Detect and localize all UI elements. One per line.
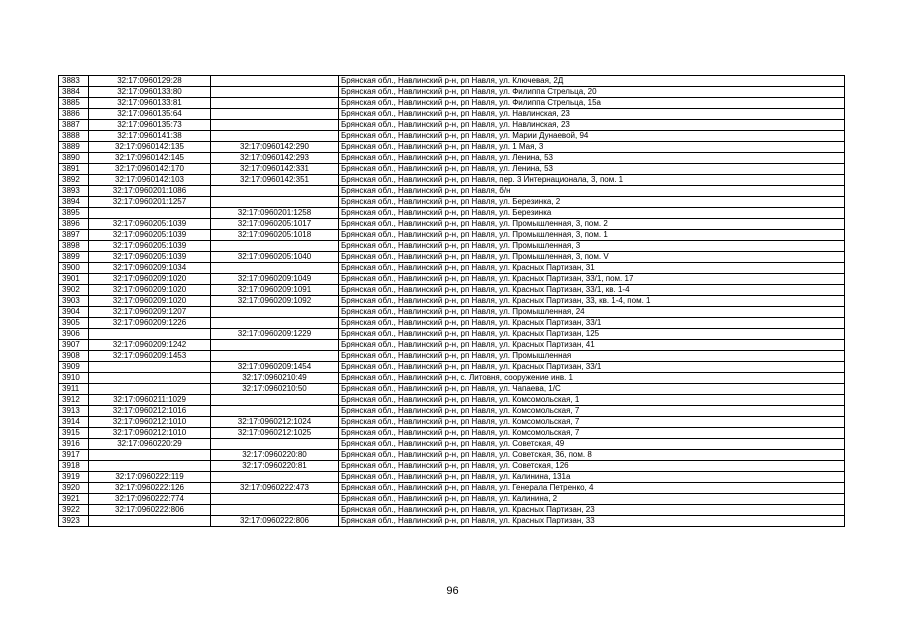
table-row bbox=[59, 340, 845, 351]
table-row bbox=[59, 208, 845, 219]
table-row bbox=[59, 461, 845, 472]
parcel-cadastral-number-cell: 32:17:0960141:38 bbox=[89, 131, 211, 142]
table-row bbox=[59, 329, 845, 340]
records-table bbox=[58, 75, 845, 527]
parcel-cadastral-number-cell: 32:17:0960209:1453 bbox=[89, 351, 211, 362]
page-number: 96 bbox=[446, 585, 459, 597]
parcel-cadastral-number-cell: 32:17:0960222:126 bbox=[89, 483, 211, 494]
table-row bbox=[59, 362, 845, 373]
building-cadastral-number-cell: 32:17:0960205:1017 bbox=[211, 219, 339, 230]
row-number-cell: 3889 bbox=[59, 142, 89, 153]
row-number-cell: 3904 bbox=[59, 307, 89, 318]
parcel-cadastral-number-cell: 32:17:0960142:135 bbox=[89, 142, 211, 153]
table-row bbox=[59, 230, 845, 241]
address-cell: Брянская обл., Навлинский р-н, рп Навля, ул. Красных Партизан, 23 bbox=[339, 505, 845, 516]
table-row bbox=[59, 296, 845, 307]
table-row bbox=[59, 494, 845, 505]
building-cadastral-number-cell: 32:17:0960212:1024 bbox=[211, 417, 339, 428]
row-number-cell: 3909 bbox=[59, 362, 89, 373]
table-row bbox=[59, 98, 845, 109]
table-row bbox=[59, 120, 845, 131]
table-row bbox=[59, 505, 845, 516]
parcel-cadastral-number-cell: 32:17:0960209:1020 bbox=[89, 274, 211, 285]
building-cadastral-number-cell bbox=[211, 241, 339, 252]
row-number-cell: 3916 bbox=[59, 439, 89, 450]
building-cadastral-number-cell bbox=[211, 76, 339, 87]
table-row bbox=[59, 307, 845, 318]
address-cell: Брянская обл., Навлинский р-н, рп Навля, ул. Красных Партизан, 33 bbox=[339, 516, 845, 527]
building-cadastral-number-cell: 32:17:0960209:1454 bbox=[211, 362, 339, 373]
table-row bbox=[59, 252, 845, 263]
parcel-cadastral-number-cell: 32:17:0960142:170 bbox=[89, 164, 211, 175]
row-number-cell: 3905 bbox=[59, 318, 89, 329]
table-row bbox=[59, 186, 845, 197]
row-number-cell: 3915 bbox=[59, 428, 89, 439]
table-row bbox=[59, 373, 845, 384]
row-number-cell: 3884 bbox=[59, 87, 89, 98]
address-cell: Брянская обл., Навлинский р-н, рп Навля, ул. Филиппа Стрельца, 20 bbox=[339, 87, 845, 98]
table-row bbox=[59, 263, 845, 274]
building-cadastral-number-cell bbox=[211, 131, 339, 142]
row-number-cell: 3894 bbox=[59, 197, 89, 208]
parcel-cadastral-number-cell: 32:17:0960209:1020 bbox=[89, 285, 211, 296]
parcel-cadastral-number-cell: 32:17:0960201:1257 bbox=[89, 197, 211, 208]
table-row bbox=[59, 428, 845, 439]
table-row bbox=[59, 197, 845, 208]
building-cadastral-number-cell: 32:17:0960142:293 bbox=[211, 153, 339, 164]
address-cell: Брянская обл., Навлинский р-н, рп Навля, ул. Советская, 49 bbox=[339, 439, 845, 450]
address-cell: Брянская обл., Навлинский р-н, рп Навля, б/н bbox=[339, 186, 845, 197]
row-number-cell: 3901 bbox=[59, 274, 89, 285]
row-number-cell: 3913 bbox=[59, 406, 89, 417]
table-row bbox=[59, 439, 845, 450]
building-cadastral-number-cell bbox=[211, 505, 339, 516]
row-number-cell: 3918 bbox=[59, 461, 89, 472]
building-cadastral-number-cell bbox=[211, 87, 339, 98]
building-cadastral-number-cell bbox=[211, 395, 339, 406]
parcel-cadastral-number-cell bbox=[89, 362, 211, 373]
row-number-cell: 3914 bbox=[59, 417, 89, 428]
row-number-cell: 3885 bbox=[59, 98, 89, 109]
address-cell: Брянская обл., Навлинский р-н, рп Навля, ул. 1 Мая, 3 bbox=[339, 142, 845, 153]
parcel-cadastral-number-cell: 32:17:0960209:1034 bbox=[89, 263, 211, 274]
row-number-cell: 3903 bbox=[59, 296, 89, 307]
parcel-cadastral-number-cell: 32:17:0960205:1039 bbox=[89, 252, 211, 263]
building-cadastral-number-cell bbox=[211, 318, 339, 329]
row-number-cell: 3900 bbox=[59, 263, 89, 274]
table-row bbox=[59, 241, 845, 252]
row-number-cell: 3891 bbox=[59, 164, 89, 175]
table-row bbox=[59, 142, 845, 153]
parcel-cadastral-number-cell: 32:17:0960209:1207 bbox=[89, 307, 211, 318]
building-cadastral-number-cell bbox=[211, 98, 339, 109]
row-number-cell: 3912 bbox=[59, 395, 89, 406]
table-row bbox=[59, 351, 845, 362]
parcel-cadastral-number-cell: 32:17:0960211:1029 bbox=[89, 395, 211, 406]
building-cadastral-number-cell bbox=[211, 197, 339, 208]
parcel-cadastral-number-cell: 32:17:0960201:1086 bbox=[89, 186, 211, 197]
building-cadastral-number-cell: 32:17:0960212:1025 bbox=[211, 428, 339, 439]
building-cadastral-number-cell bbox=[211, 406, 339, 417]
parcel-cadastral-number-cell: 32:17:0960212:1010 bbox=[89, 417, 211, 428]
address-cell: Брянская обл., Навлинский р-н, рп Навля, ул. Филиппа Стрельца, 15а bbox=[339, 98, 845, 109]
table-row bbox=[59, 406, 845, 417]
row-number-cell: 3883 bbox=[59, 76, 89, 87]
address-cell: Брянская обл., Навлинский р-н, рп Навля, ул. Марии Дунаевой, 94 bbox=[339, 131, 845, 142]
row-number-cell: 3888 bbox=[59, 131, 89, 142]
row-number-cell: 3896 bbox=[59, 219, 89, 230]
row-number-cell: 3897 bbox=[59, 230, 89, 241]
parcel-cadastral-number-cell: 32:17:0960220:29 bbox=[89, 439, 211, 450]
building-cadastral-number-cell: 32:17:0960142:290 bbox=[211, 142, 339, 153]
address-cell: Брянская обл., Навлинский р-н, рп Навля, ул. Красных Партизан, 31 bbox=[339, 263, 845, 274]
parcel-cadastral-number-cell: 32:17:0960222:119 bbox=[89, 472, 211, 483]
building-cadastral-number-cell: 32:17:0960210:50 bbox=[211, 384, 339, 395]
address-cell: Брянская обл., Навлинский р-н, рп Навля, ул. Советская, 126 bbox=[339, 461, 845, 472]
parcel-cadastral-number-cell: 32:17:0960205:1039 bbox=[89, 219, 211, 230]
address-cell: Брянская обл., Навлинский р-н, рп Навля, ул. Генерала Петренко, 4 bbox=[339, 483, 845, 494]
address-cell: Брянская обл., Навлинский р-н, рп Навля, ул. Красных Партизан, 33/1 bbox=[339, 318, 845, 329]
parcel-cadastral-number-cell: 32:17:0960209:1020 bbox=[89, 296, 211, 307]
parcel-cadastral-number-cell: 32:17:0960129:28 bbox=[89, 76, 211, 87]
building-cadastral-number-cell: 32:17:0960209:1091 bbox=[211, 285, 339, 296]
row-number-cell: 3892 bbox=[59, 175, 89, 186]
row-number-cell: 3923 bbox=[59, 516, 89, 527]
address-cell: Брянская обл., Навлинский р-н, рп Навля, ул. Красных Партизан, 33/1, кв. 1-4 bbox=[339, 285, 845, 296]
parcel-cadastral-number-cell: 32:17:0960209:1226 bbox=[89, 318, 211, 329]
row-number-cell: 3895 bbox=[59, 208, 89, 219]
parcel-cadastral-number-cell: 32:17:0960135:64 bbox=[89, 109, 211, 120]
building-cadastral-number-cell: 32:17:0960220:81 bbox=[211, 461, 339, 472]
building-cadastral-number-cell: 32:17:0960210:49 bbox=[211, 373, 339, 384]
row-number-cell: 3919 bbox=[59, 472, 89, 483]
parcel-cadastral-number-cell: 32:17:0960133:81 bbox=[89, 98, 211, 109]
building-cadastral-number-cell bbox=[211, 472, 339, 483]
building-cadastral-number-cell: 32:17:0960205:1018 bbox=[211, 230, 339, 241]
row-number-cell: 3902 bbox=[59, 285, 89, 296]
building-cadastral-number-cell bbox=[211, 186, 339, 197]
parcel-cadastral-number-cell: 32:17:0960133:80 bbox=[89, 87, 211, 98]
table-row bbox=[59, 285, 845, 296]
table-row bbox=[59, 164, 845, 175]
row-number-cell: 3893 bbox=[59, 186, 89, 197]
row-number-cell: 3898 bbox=[59, 241, 89, 252]
row-number-cell: 3911 bbox=[59, 384, 89, 395]
parcel-cadastral-number-cell: 32:17:0960142:145 bbox=[89, 153, 211, 164]
row-number-cell: 3922 bbox=[59, 505, 89, 516]
building-cadastral-number-cell: 32:17:0960209:1229 bbox=[211, 329, 339, 340]
parcel-cadastral-number-cell: 32:17:0960222:806 bbox=[89, 505, 211, 516]
table-row bbox=[59, 219, 845, 230]
building-cadastral-number-cell: 32:17:0960201:1258 bbox=[211, 208, 339, 219]
building-cadastral-number-cell bbox=[211, 439, 339, 450]
address-cell: Брянская обл., Навлинский р-н, рп Навля, ул. Промышленная, 3, пом. V bbox=[339, 252, 845, 263]
row-number-cell: 3908 bbox=[59, 351, 89, 362]
address-cell: Брянская обл., Навлинский р-н, рп Навля, ул. Промышленная bbox=[339, 351, 845, 362]
address-cell: Брянская обл., Навлинский р-н, рп Навля, ул. Навлинская, 23 bbox=[339, 109, 845, 120]
address-cell: Брянская обл., Навлинский р-н, рп Навля, ул. Красных Партизан, 33/1 bbox=[339, 362, 845, 373]
address-cell: Брянская обл., Навлинский р-н, рп Навля, ул. Промышленная, 3, пом. 1 bbox=[339, 230, 845, 241]
address-cell: Брянская обл., Навлинский р-н, рп Навля, ул. Ленина, 53 bbox=[339, 164, 845, 175]
address-cell: Брянская обл., Навлинский р-н, рп Навля, ул. Промышленная, 24 bbox=[339, 307, 845, 318]
building-cadastral-number-cell: 32:17:0960220:80 bbox=[211, 450, 339, 461]
row-number-cell: 3899 bbox=[59, 252, 89, 263]
parcel-cadastral-number-cell bbox=[89, 461, 211, 472]
parcel-cadastral-number-cell: 32:17:0960142:103 bbox=[89, 175, 211, 186]
address-cell: Брянская обл., Навлинский р-н, рп Навля, ул. Навлинская, 23 bbox=[339, 120, 845, 131]
building-cadastral-number-cell bbox=[211, 340, 339, 351]
building-cadastral-number-cell: 32:17:0960205:1040 bbox=[211, 252, 339, 263]
table-row bbox=[59, 274, 845, 285]
table-row bbox=[59, 516, 845, 527]
building-cadastral-number-cell bbox=[211, 263, 339, 274]
row-number-cell: 3886 bbox=[59, 109, 89, 120]
address-cell: Брянская обл., Навлинский р-н, с. Литовня, сооружение инв. 1 bbox=[339, 373, 845, 384]
table-row bbox=[59, 417, 845, 428]
building-cadastral-number-cell bbox=[211, 351, 339, 362]
building-cadastral-number-cell: 32:17:0960209:1092 bbox=[211, 296, 339, 307]
building-cadastral-number-cell bbox=[211, 109, 339, 120]
table-row bbox=[59, 175, 845, 186]
row-number-cell: 3887 bbox=[59, 120, 89, 131]
table-row bbox=[59, 131, 845, 142]
address-cell: Брянская обл., Навлинский р-н, рп Навля, ул. Ленина, 53 bbox=[339, 153, 845, 164]
address-cell: Брянская обл., Навлинский р-н, рп Навля, пер. 3 Интернационала, 3, пом. 1 bbox=[339, 175, 845, 186]
row-number-cell: 3910 bbox=[59, 373, 89, 384]
table-row bbox=[59, 395, 845, 406]
parcel-cadastral-number-cell: 32:17:0960205:1039 bbox=[89, 241, 211, 252]
parcel-cadastral-number-cell bbox=[89, 208, 211, 219]
table-row bbox=[59, 483, 845, 494]
building-cadastral-number-cell: 32:17:0960222:473 bbox=[211, 483, 339, 494]
address-cell: Брянская обл., Навлинский р-н, рп Навля, ул. Калинина, 131а bbox=[339, 472, 845, 483]
building-cadastral-number-cell bbox=[211, 494, 339, 505]
address-cell: Брянская обл., Навлинский р-н, рп Навля, ул. Советская, 36, пом. 8 bbox=[339, 450, 845, 461]
row-number-cell: 3917 bbox=[59, 450, 89, 461]
building-cadastral-number-cell: 32:17:0960209:1049 bbox=[211, 274, 339, 285]
table-row bbox=[59, 384, 845, 395]
table-row bbox=[59, 153, 845, 164]
building-cadastral-number-cell: 32:17:0960142:351 bbox=[211, 175, 339, 186]
table-row bbox=[59, 76, 845, 87]
building-cadastral-number-cell bbox=[211, 307, 339, 318]
building-cadastral-number-cell: 32:17:0960222:806 bbox=[211, 516, 339, 527]
parcel-cadastral-number-cell: 32:17:0960222:774 bbox=[89, 494, 211, 505]
parcel-cadastral-number-cell: 32:17:0960135:73 bbox=[89, 120, 211, 131]
parcel-cadastral-number-cell: 32:17:0960209:1242 bbox=[89, 340, 211, 351]
row-number-cell: 3907 bbox=[59, 340, 89, 351]
address-cell: Брянская обл., Навлинский р-н, рп Навля, ул. Калинина, 2 bbox=[339, 494, 845, 505]
table-row bbox=[59, 450, 845, 461]
building-cadastral-number-cell bbox=[211, 120, 339, 131]
address-cell: Брянская обл., Навлинский р-н, рп Навля, ул. Красных Партизан, 33/1, пом. 17 bbox=[339, 274, 845, 285]
table-row bbox=[59, 318, 845, 329]
address-cell: Брянская обл., Навлинский р-н, рп Навля, ул. Чапаева, 1/С bbox=[339, 384, 845, 395]
address-cell: Брянская обл., Навлинский р-н, рп Навля, ул. Ключевая, 2Д bbox=[339, 76, 845, 87]
address-cell: Брянская обл., Навлинский р-н, рп Навля, ул. Красных Партизан, 41 bbox=[339, 340, 845, 351]
row-number-cell: 3906 bbox=[59, 329, 89, 340]
address-cell: Брянская обл., Навлинский р-н, рп Навля, ул. Комсомольская, 7 bbox=[339, 428, 845, 439]
table-row bbox=[59, 472, 845, 483]
address-cell: Брянская обл., Навлинский р-н, рп Навля, ул. Промышленная, 3, пом. 2 bbox=[339, 219, 845, 230]
table-row bbox=[59, 87, 845, 98]
parcel-cadastral-number-cell: 32:17:0960212:1010 bbox=[89, 428, 211, 439]
table-row bbox=[59, 109, 845, 120]
address-cell: Брянская обл., Навлинский р-н, рп Навля, ул. Комсомольская, 1 bbox=[339, 395, 845, 406]
parcel-cadastral-number-cell bbox=[89, 516, 211, 527]
row-number-cell: 3921 bbox=[59, 494, 89, 505]
row-number-cell: 3890 bbox=[59, 153, 89, 164]
parcel-cadastral-number-cell bbox=[89, 329, 211, 340]
row-number-cell: 3920 bbox=[59, 483, 89, 494]
parcel-cadastral-number-cell bbox=[89, 384, 211, 395]
address-cell: Брянская обл., Навлинский р-н, рп Навля, ул. Комсомольская, 7 bbox=[339, 417, 845, 428]
address-cell: Брянская обл., Навлинский р-н, рп Навля, ул. Промышленная, 3 bbox=[339, 241, 845, 252]
parcel-cadastral-number-cell: 32:17:0960212:1016 bbox=[89, 406, 211, 417]
address-cell: Брянская обл., Навлинский р-н, рп Навля, ул. Комсомольская, 7 bbox=[339, 406, 845, 417]
parcel-cadastral-number-cell: 32:17:0960205:1039 bbox=[89, 230, 211, 241]
address-cell: Брянская обл., Навлинский р-н, рп Навля, ул. Березинка bbox=[339, 208, 845, 219]
address-cell: Брянская обл., Навлинский р-н, рп Навля, ул. Красных Партизан, 33, кв. 1-4, пом. 1 bbox=[339, 296, 845, 307]
address-cell: Брянская обл., Навлинский р-н, рп Навля, ул. Березинка, 2 bbox=[339, 197, 845, 208]
parcel-cadastral-number-cell bbox=[89, 373, 211, 384]
records-table-body bbox=[59, 76, 845, 527]
building-cadastral-number-cell: 32:17:0960142:331 bbox=[211, 164, 339, 175]
address-cell: Брянская обл., Навлинский р-н, рп Навля, ул. Красных Партизан, 125 bbox=[339, 329, 845, 340]
parcel-cadastral-number-cell bbox=[89, 450, 211, 461]
